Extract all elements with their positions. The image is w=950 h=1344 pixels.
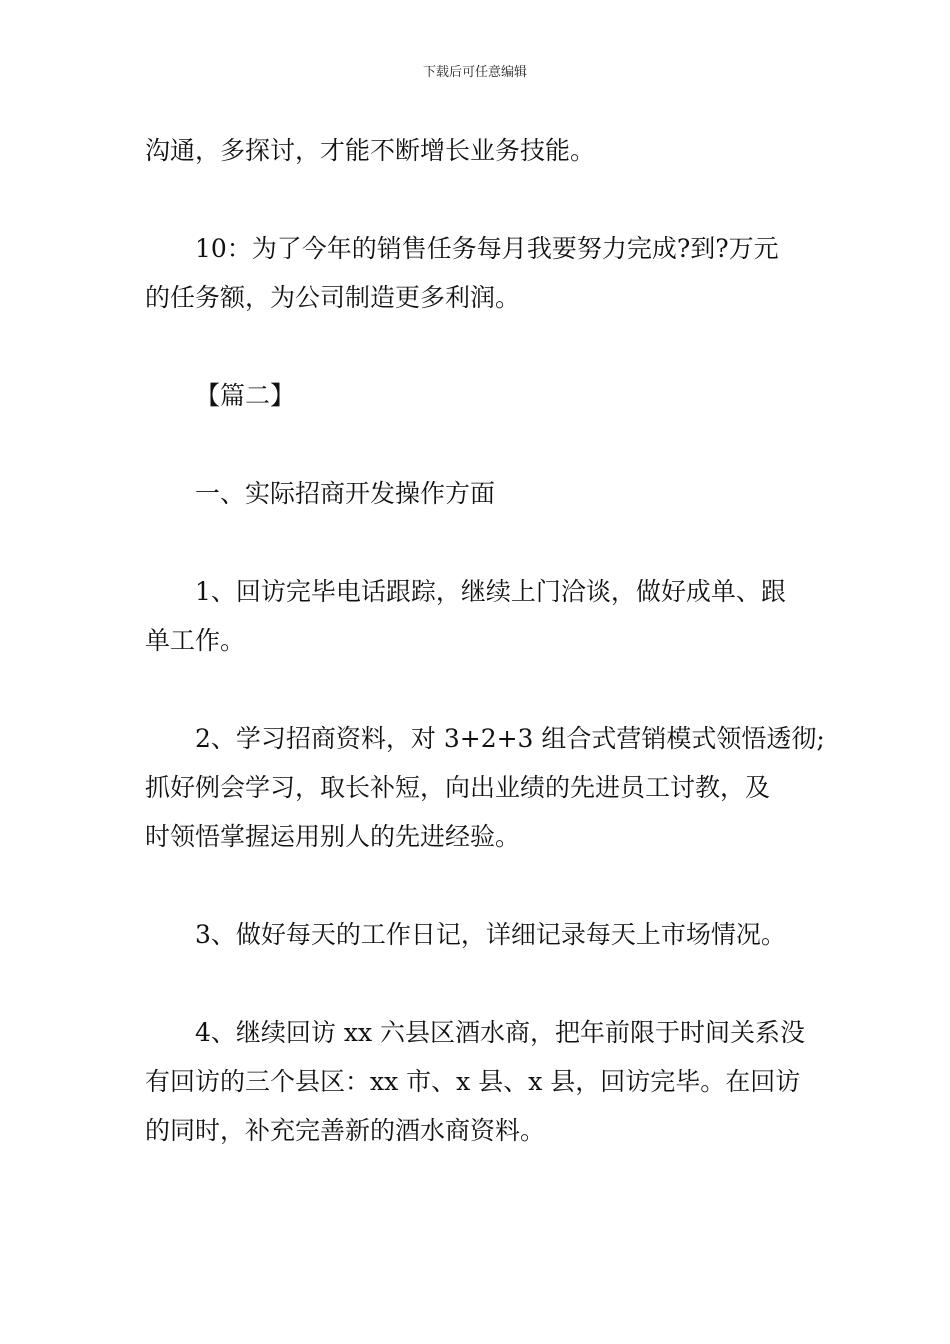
paragraph-line: 沟通，多探讨，才能不断增长业务技能。 bbox=[145, 136, 596, 165]
paragraph-line: 抓好例会学习，取长补短，向出业绩的先进员工讨教，及 bbox=[145, 773, 771, 802]
page-header: 下载后可任意编辑 bbox=[422, 65, 527, 80]
paragraph-line: 1、回访完毕电话跟踪，继续上门洽谈，做好成单、跟 bbox=[195, 577, 786, 606]
paragraph-line: 的任务额，为公司制造更多利润。 bbox=[145, 283, 521, 312]
list-item-4 bbox=[145, 1008, 810, 1155]
paragraph-line: 2、学习招商资料，对 3+2+3 组合式营销模式领悟透彻; bbox=[195, 724, 825, 753]
paragraph-line: 的同时，补充完善新的酒水商资料。 bbox=[145, 1116, 546, 1145]
subheading-1 bbox=[145, 469, 810, 518]
paragraph-line: 10：为了今年的销售任务每月我要努力完成?到?万元 bbox=[195, 234, 779, 263]
paragraph-line: 3、做好每天的工作日记，详细记录每天上市场情况。 bbox=[195, 920, 786, 949]
paragraph-2 bbox=[145, 224, 810, 322]
list-item-1 bbox=[145, 567, 810, 665]
paragraph-line: 一、实际招商开发操作方面 bbox=[195, 479, 496, 508]
document-body bbox=[145, 126, 825, 1155]
paragraph-line: 时领悟掌握运用别人的先进经验。 bbox=[145, 822, 521, 851]
paragraph-line: 4、继续回访 xx 六县区酒水商，把年前限于时间关系没 bbox=[195, 1018, 805, 1047]
section-heading-pian-er bbox=[145, 371, 810, 420]
list-item-2 bbox=[145, 714, 825, 861]
paragraph-line: 有回访的三个县区：xx 市、x 县、x 县，回访完毕。在回访 bbox=[145, 1067, 801, 1096]
paragraph-1 bbox=[145, 126, 810, 175]
paragraph-line: 单工作。 bbox=[145, 626, 246, 655]
list-item-3 bbox=[145, 910, 810, 959]
paragraph-line: 【篇二】 bbox=[195, 381, 296, 410]
